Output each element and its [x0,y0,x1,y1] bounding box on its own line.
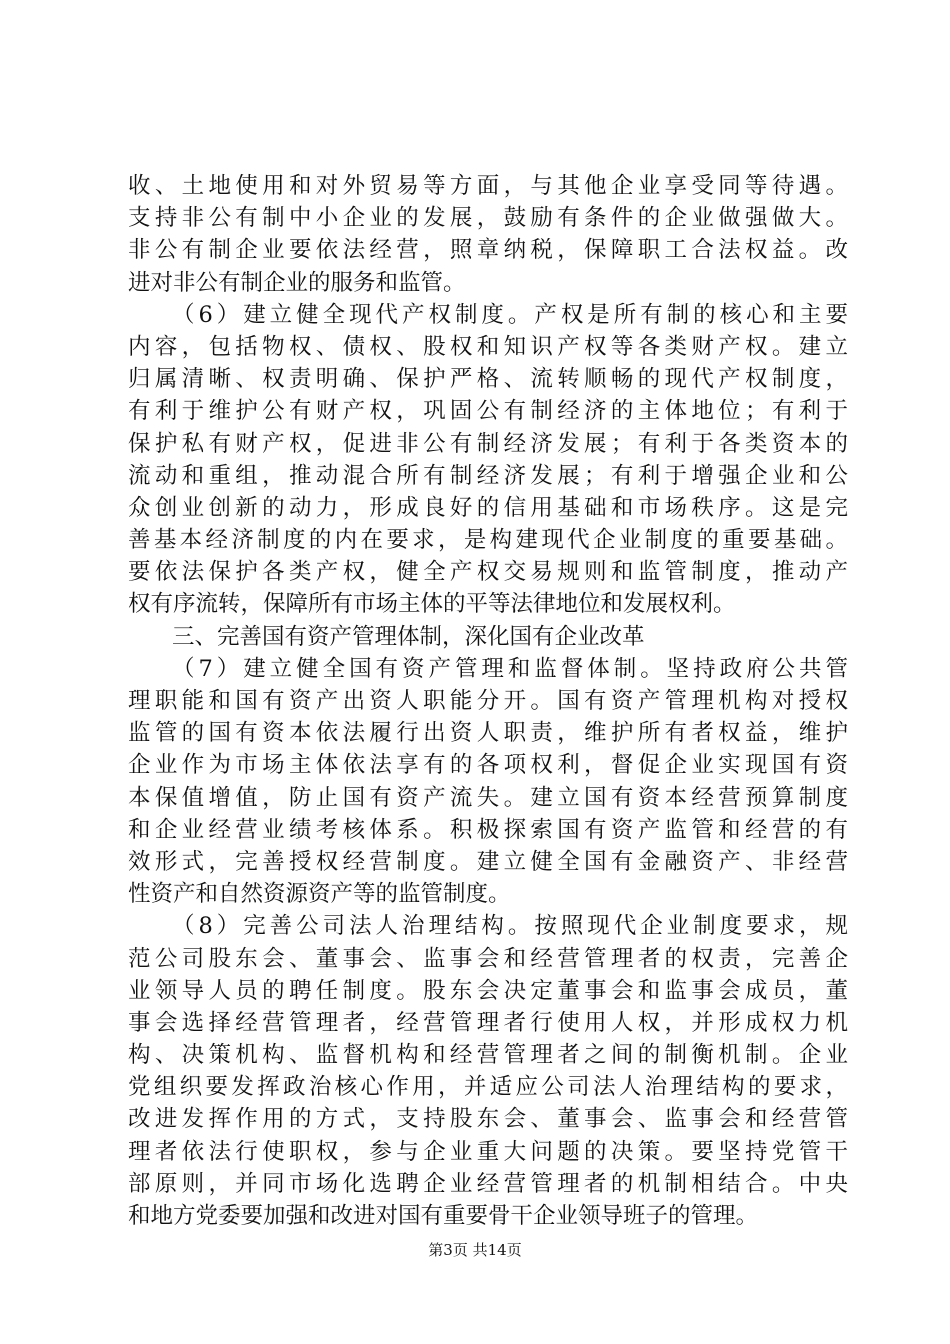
text-line: 和企业经营业绩考核体系。积极探索国有资产监管和经营的有 [128,816,848,843]
text-line: 性资产和自然资源资产等的监管制度。 [128,881,511,908]
text-line: 监管的国有资本依法履行出资人职责，维护所有者权益，维护 [128,720,848,747]
text-line: 部原则，并同市场化选聘企业经营管理者的机制相结合。中央 [128,1170,848,1197]
text-line: 理者依法行使职权，参与企业重大问题的决策。要坚持党管干 [128,1138,848,1165]
text-line: （6）建立健全现代产权制度。产权是所有制的核心和主要 [172,301,848,328]
text-line: 业领导人员的聘任制度。股东会决定董事会和监事会成员，董 [128,977,848,1004]
text-line: （8）完善公司法人治理结构。按照现代企业制度要求，规 [172,913,848,940]
text-line: 效形式，完善授权经营制度。建立健全国有金融资产、非经营 [128,848,848,875]
text-line: 归属清晰、权责明确、保护严格、流转顺畅的现代产权制度， [128,366,848,393]
text-line: 构、决策机构、监督机构和经营管理者之间的制衡机制。企业 [128,1042,848,1069]
text-line: 收、土地使用和对外贸易等方面，与其他企业享受同等待遇。 [128,173,848,199]
document-body [128,170,848,1232]
text-line: 众创业创新的动力，形成良好的信用基础和市场秩序。这是完 [128,494,848,521]
page-number-label: 第3页 共14页 [428,1241,522,1259]
text-line: 支持非公有制中小企业的发展，鼓励有条件的企业做强做大。 [128,205,848,232]
text-line: 善基本经济制度的内在要求，是构建现代企业制度的重要基础。 [128,527,848,554]
text-line: 权有序流转，保障所有市场主体的平等法律地位和发展权利。 [128,591,736,618]
text-line: 党组织要发挥政治核心作用，并适应公司法人治理结构的要求， [128,1074,848,1101]
text-line: 保护私有财产权，促进非公有制经济发展；有利于各类资本的 [128,430,848,457]
text-line: 流动和重组，推动混合所有制经济发展；有利于增强企业和公 [128,462,848,489]
text-line: 企业作为市场主体依法享有的各项权利，督促企业实现国有资 [128,752,848,779]
text-line: 内容，包括物权、债权、股权和知识产权等各类财产权。建立 [128,333,848,360]
text-line: 和地方党委要加强和改进对国有重要骨干企业领导班子的管理。 [128,1203,759,1229]
text-line: 理职能和国有资产出资人职能分开。国有资产管理机构对授权 [128,688,848,714]
text-line: （7）建立健全国有资产管理和监督体制。坚持政府公共管 [172,655,848,682]
page-footer [0,1240,950,1260]
text-line: 改进发挥作用的方式，支持股东会、董事会、监事会和经营管 [128,1106,848,1133]
text-line: 非公有制企业要依法经营，照章纳税，保障职工合法权益。改 [128,237,848,264]
text-line: 三、完善国有资产管理体制，深化国有企业改革 [172,623,645,650]
text-line: 本保值增值，防止国有资产流失。建立国有资本经营预算制度 [128,784,848,811]
text-line: 事会选择经营管理者，经营管理者行使用人权，并形成权力机 [128,1009,848,1036]
text-line: 范公司股东会、董事会、监事会和经营管理者的权责，完善企 [128,945,848,972]
text-line: 进对非公有制企业的服务和监管。 [128,269,466,296]
text-line: 要依法保护各类产权，健全产权交易规则和监管制度，推动产 [128,559,848,586]
text-line: 有利于维护公有财产权，巩固公有制经济的主体地位；有利于 [128,398,848,425]
